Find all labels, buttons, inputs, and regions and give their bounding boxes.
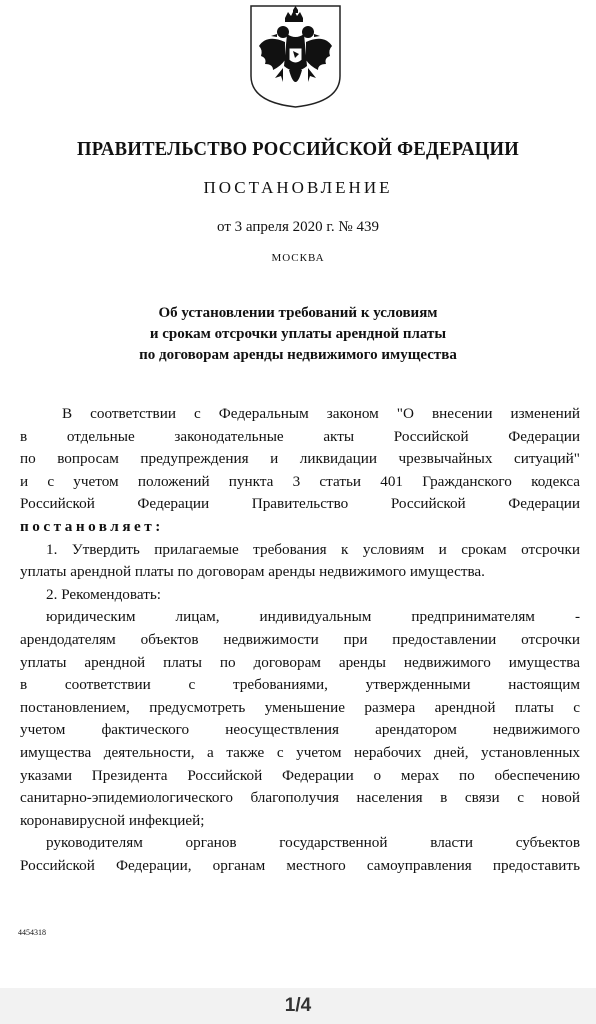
page-indicator: 1/4 — [0, 988, 596, 1024]
document-type: ПОСТАНОВЛЕНИЕ — [203, 178, 393, 197]
body-line: в соответствии с требованиями, утвержденными настоящим — [20, 676, 580, 694]
body-line: указами Президента Российской Федерации о мерах по обеспечению — [20, 766, 580, 784]
title-line: и срокам отсрочки уплаты арендной платы — [149, 326, 447, 342]
city: МОСКВА — [271, 252, 325, 264]
title-line: Об установлении требований к условиям — [158, 305, 438, 321]
body-line: санитарно-эпидемиологического благополучия населения в связи с новой — [20, 789, 580, 807]
body-line: имущества деятельности, а также с учетом нерабочих дней, установленных — [20, 743, 580, 761]
coat-of-arms-emblem — [249, 4, 342, 109]
body-line: юридическим лицам, индивидуальным предпринимателям - — [46, 608, 580, 626]
body-line: Российской Федерации Правительство Российской Федерации — [20, 495, 580, 513]
body-line: уплаты арендной платы по договорам аренды недвижимого имущества. — [20, 563, 485, 581]
body-line: и с учетом положений пункта 3 статьи 401 Гражданского кодекса — [20, 472, 580, 490]
body-line: арендодателям объектов недвижимости при предоставлении отсрочки — [20, 630, 580, 648]
body-line: учетом фактического неосуществления арендатором недвижимого — [20, 721, 580, 739]
body-line: Российской Федерации, органам местного самоуправления предоставить — [20, 856, 580, 874]
body-line: по вопросам предупреждения и ликвидации чрезвычайных ситуаций" — [20, 450, 580, 468]
date-and-number: от 3 апреля 2020 г. № 439 — [217, 219, 379, 235]
body-line: руководителям органов государственной власти субъектов — [46, 834, 580, 852]
body-line: В соответствии с Федеральным законом "О внесении изменений — [62, 405, 580, 422]
document-body — [20, 403, 580, 877]
government-heading: ПРАВИТЕЛЬСТВО РОССИЙСКОЙ ФЕДЕРАЦИИ — [76, 138, 520, 160]
document-title — [0, 303, 596, 366]
resolution-word: постановляет: — [20, 517, 164, 535]
body-line: уплаты арендной платы по договорам аренды недвижимого имущества — [20, 653, 580, 671]
body-line: в отдельные законодательные акты Российской Федерации — [20, 427, 580, 445]
title-line: по договорам аренды недвижимого имущества — [139, 347, 457, 363]
body-line: 2. Рекомендовать: — [46, 585, 161, 603]
body-line: коронавирусной инфекцией; — [20, 811, 205, 829]
body-line: 1. Утвердить прилагаемые требования к условиям и срокам отсрочки — [46, 540, 580, 558]
body-line: постановлением, предусмотреть уменьшение размера арендной платы с — [20, 698, 580, 716]
document-number: 4454318 — [18, 928, 46, 937]
